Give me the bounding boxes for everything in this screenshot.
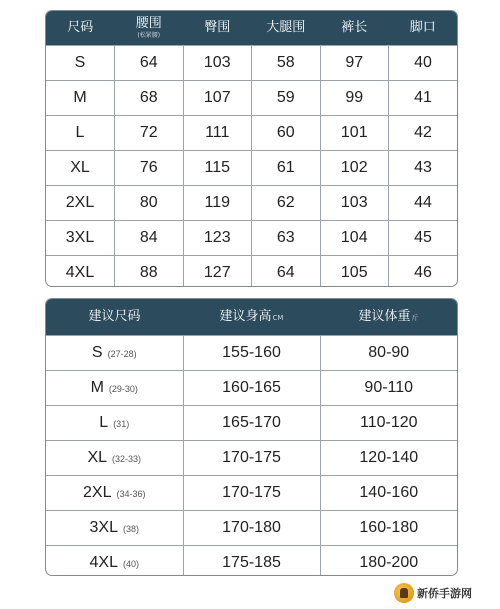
measurement-cell: 43 [389, 151, 458, 186]
measurement-cell: 40 [389, 46, 458, 81]
recommendation-table [46, 299, 457, 576]
measurement-cell: 64 [252, 256, 321, 288]
waist-note: (松紧腰) [137, 31, 161, 39]
table-row [46, 221, 457, 256]
measurement-cell: 104 [320, 221, 389, 256]
measurement-cell: 127 [183, 256, 252, 288]
measurement-cell: 97 [320, 46, 389, 81]
measurement-cell: 105 [320, 256, 389, 288]
size-range: (38) [122, 524, 139, 534]
weight-unit: 斤 [411, 313, 419, 322]
table-header-row [46, 11, 457, 46]
size-label: 2XL [83, 484, 112, 501]
measurement-cell: 61 [252, 151, 321, 186]
measurement-cell: 103 [183, 46, 252, 81]
weight-cell: 80-90 [320, 336, 457, 371]
header-waist-label: 腰围 [135, 15, 162, 31]
header-thigh: 大腿围 [252, 11, 321, 46]
weight-cell: 180-200 [320, 546, 457, 577]
measurement-cell: 60 [252, 116, 321, 151]
measurement-cell: 84 [115, 221, 184, 256]
header-recommended-weight [320, 299, 457, 336]
header-waist [115, 11, 184, 46]
table-row [46, 81, 457, 116]
size-label: XL [87, 449, 108, 466]
size-cell: 4XL [46, 256, 115, 288]
header-size: 尺码 [46, 11, 115, 46]
table-row [46, 151, 457, 186]
size-label: L [99, 414, 109, 431]
size-range: (29-30) [108, 384, 138, 394]
table-row [46, 546, 457, 577]
measurement-cell: 44 [389, 186, 458, 221]
header-recommended-size: 建议尺码 [46, 299, 183, 336]
header-recommended-height [183, 299, 320, 336]
size-label: 3XL [89, 519, 118, 536]
measurement-cell: 101 [320, 116, 389, 151]
table-header-row [46, 299, 457, 336]
height-cell: 155-160 [183, 336, 320, 371]
measurement-cell: 72 [115, 116, 184, 151]
size-range: (32-33) [112, 454, 142, 464]
table-row [46, 406, 457, 441]
weight-cell: 140-160 [320, 476, 457, 511]
measurement-cell: 41 [389, 81, 458, 116]
table-row [46, 116, 457, 151]
size-cell: XL [46, 151, 115, 186]
size-range: (34-36) [116, 489, 146, 499]
size-cell [46, 511, 183, 546]
size-range: (40) [122, 559, 139, 569]
table-row [46, 476, 457, 511]
size-cell: L [46, 116, 115, 151]
measurement-cell: 103 [320, 186, 389, 221]
size-label: S [91, 344, 103, 361]
header-hem: 脚口 [389, 11, 458, 46]
size-cell [46, 441, 183, 476]
table-row [46, 336, 457, 371]
size-cell [46, 546, 183, 577]
watermark-text: 新侨手游网 [417, 587, 472, 600]
header-weight-label: 建议体重 [358, 308, 411, 324]
measurement-cell: 58 [252, 46, 321, 81]
weight-cell: 110-120 [320, 406, 457, 441]
measurement-cell: 42 [389, 116, 458, 151]
measurement-cell: 68 [115, 81, 184, 116]
height-cell: 160-165 [183, 371, 320, 406]
measurement-cell: 64 [115, 46, 184, 81]
size-cell: M [46, 81, 115, 116]
measurement-cell: 59 [252, 81, 321, 116]
weight-cell: 120-140 [320, 441, 457, 476]
size-cell [46, 371, 183, 406]
table-row [46, 511, 457, 546]
size-label: 4XL [89, 554, 118, 571]
height-cell: 175-185 [183, 546, 320, 577]
size-range: (27-28) [107, 349, 137, 359]
table-row [46, 256, 457, 288]
height-unit: CM [272, 313, 284, 322]
size-cell: 2XL [46, 186, 115, 221]
measurement-cell: 76 [115, 151, 184, 186]
measurement-cell: 62 [252, 186, 321, 221]
header-height-label: 建议身高 [219, 308, 272, 324]
size-cell [46, 476, 183, 511]
size-cell [46, 336, 183, 371]
measurement-cell: 99 [320, 81, 389, 116]
header-length: 裤长 [320, 11, 389, 46]
height-cell: 170-175 [183, 441, 320, 476]
measurement-cell: 45 [389, 221, 458, 256]
measurement-cell: 88 [115, 256, 184, 288]
measurement-cell: 46 [389, 256, 458, 288]
weight-cell: 90-110 [320, 371, 457, 406]
size-range: (31) [113, 419, 130, 429]
size-cell: S [46, 46, 115, 81]
size-chart-recommendation [45, 298, 458, 576]
size-cell [46, 406, 183, 441]
height-cell: 165-170 [183, 406, 320, 441]
table-row [46, 186, 457, 221]
measurement-cell: 107 [183, 81, 252, 116]
size-label: M [90, 379, 104, 396]
height-cell: 170-175 [183, 476, 320, 511]
site-watermark [394, 582, 494, 604]
table-row [46, 371, 457, 406]
measurement-cell: 102 [320, 151, 389, 186]
table-row [46, 46, 457, 81]
measurement-cell: 123 [183, 221, 252, 256]
game-logo-icon [394, 583, 414, 603]
measurement-cell: 115 [183, 151, 252, 186]
table-row [46, 441, 457, 476]
measurement-cell: 111 [183, 116, 252, 151]
measurement-cell: 63 [252, 221, 321, 256]
size-cell: 3XL [46, 221, 115, 256]
measurement-cell: 80 [115, 186, 184, 221]
height-cell: 170-180 [183, 511, 320, 546]
garment-measurements-table [46, 11, 457, 287]
weight-cell: 160-180 [320, 511, 457, 546]
size-chart-garment [45, 10, 458, 287]
measurement-cell: 119 [183, 186, 252, 221]
header-hip: 臀围 [183, 11, 252, 46]
